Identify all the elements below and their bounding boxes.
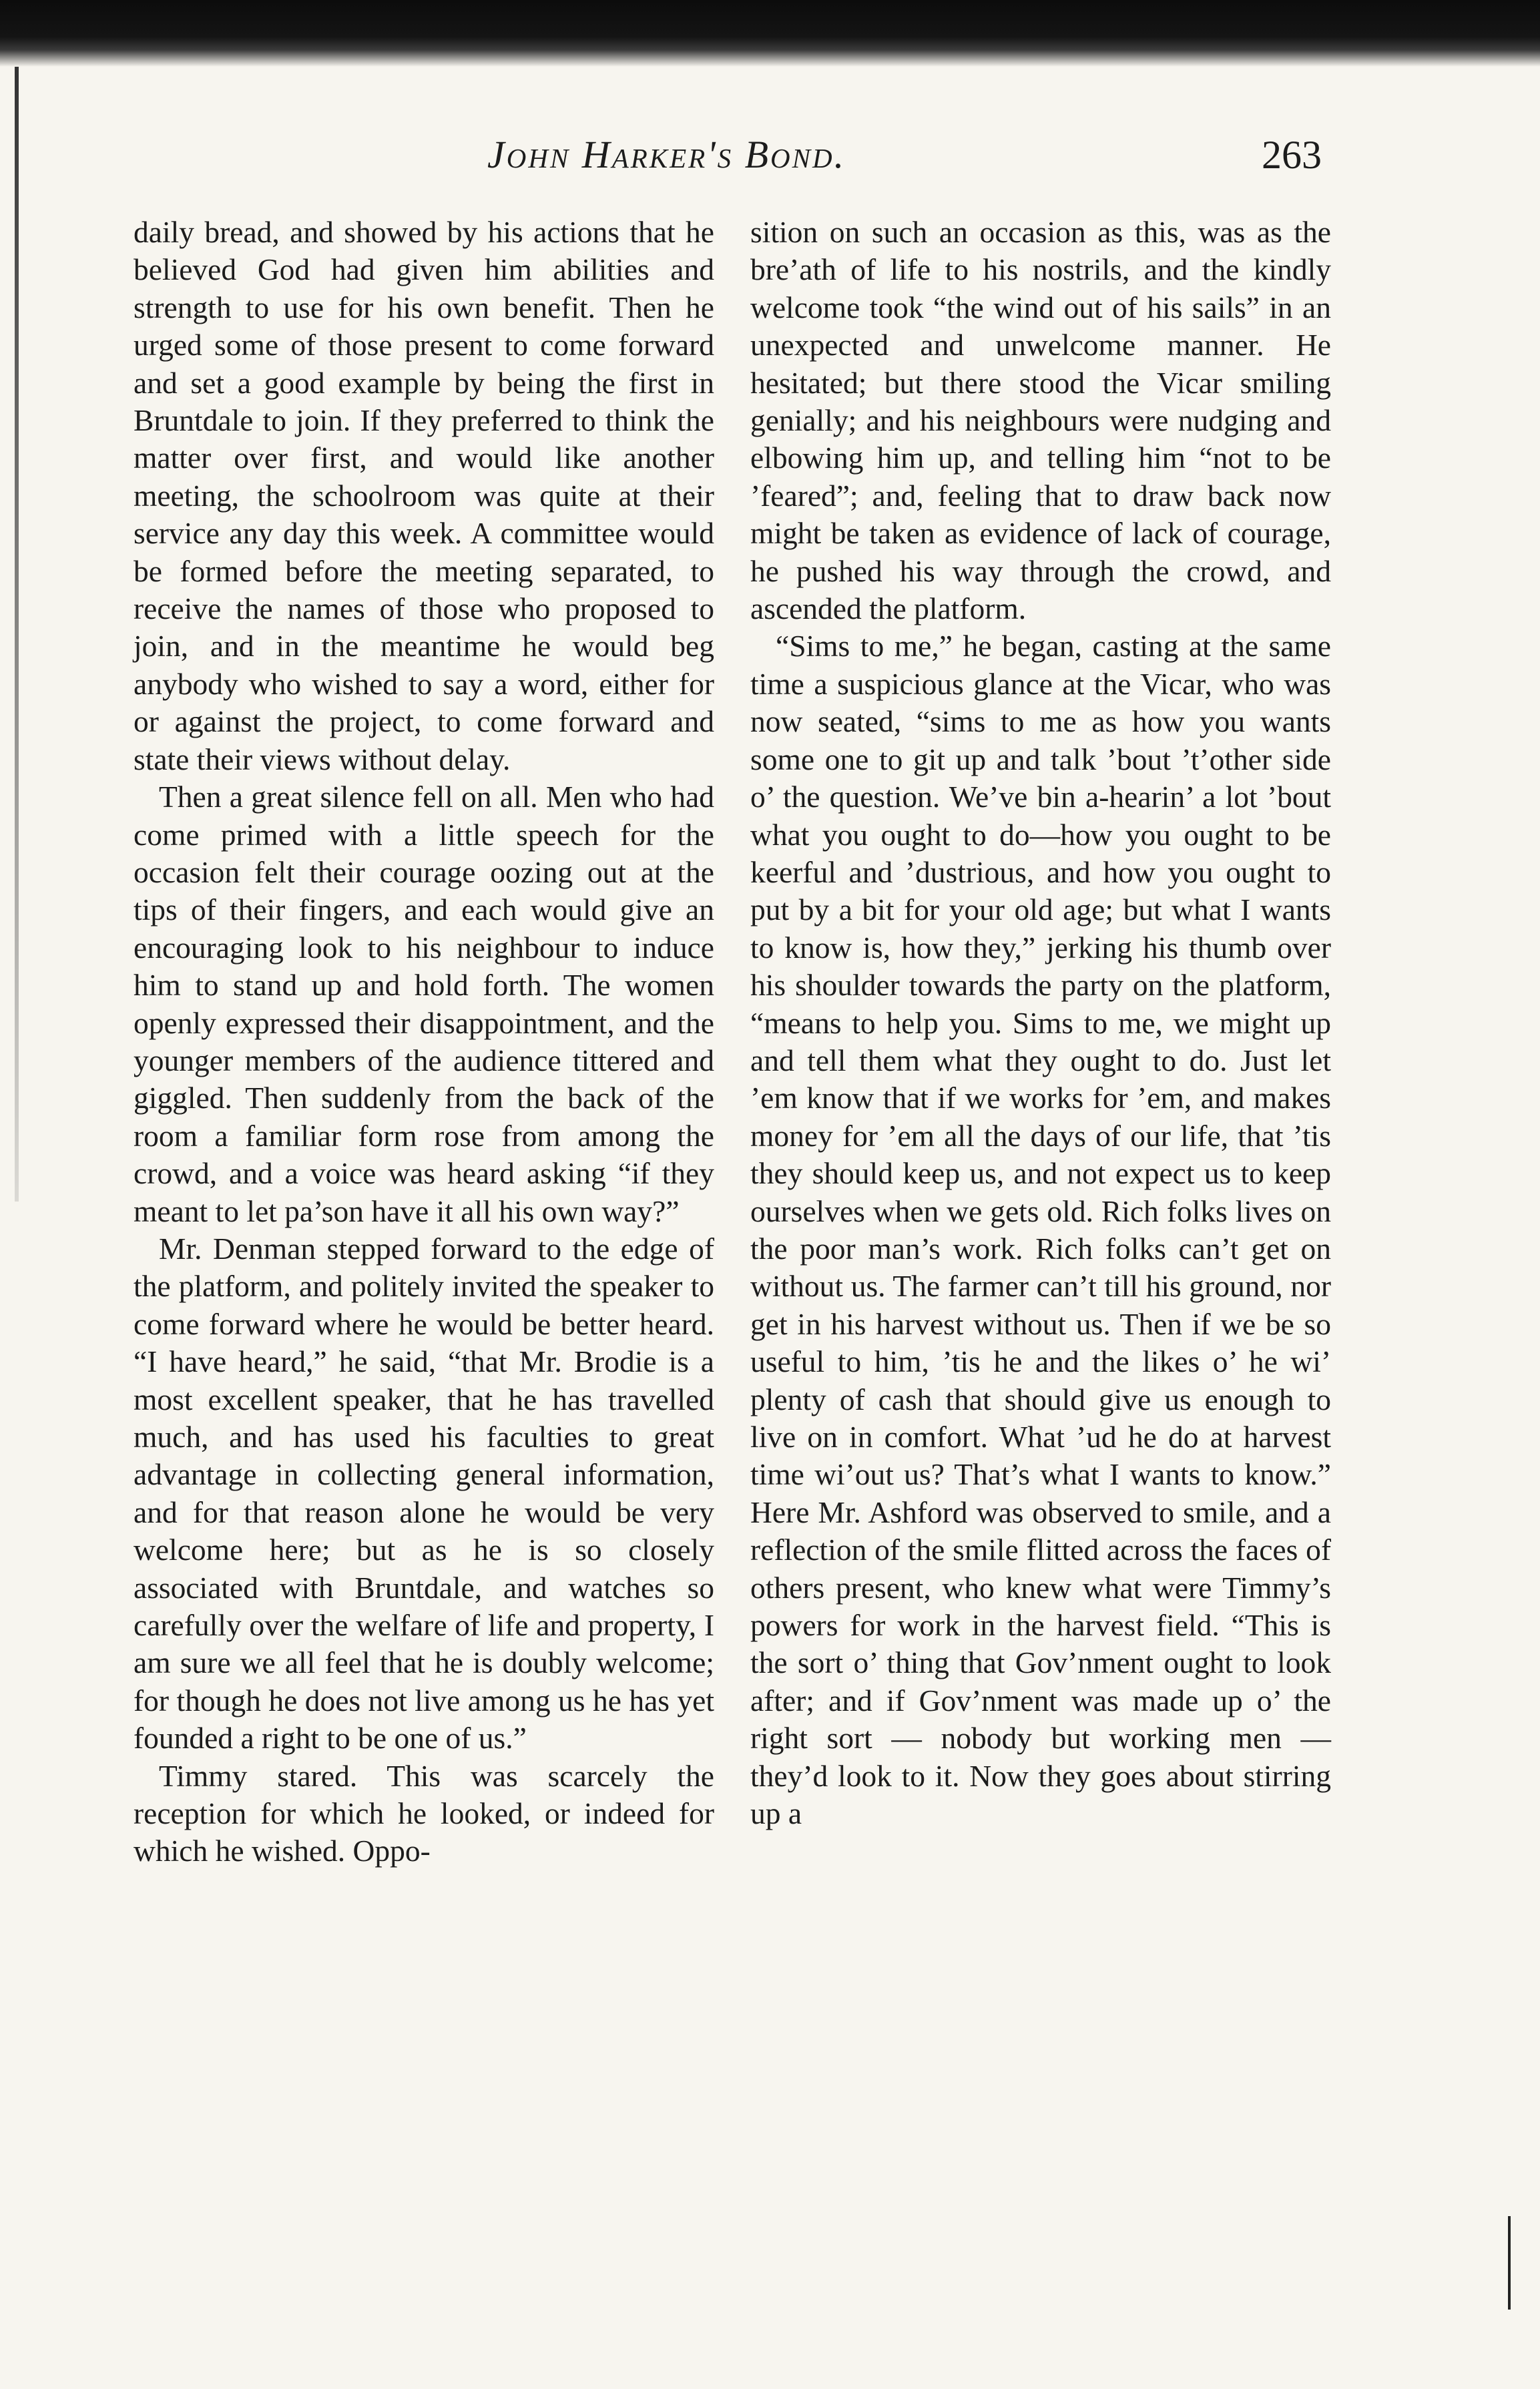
paragraph: Mr. Denman stepped forward to the edge of the platform, and politely invited the speaker to come forward where he would be better heard. “I have heard,” he said, “that Mr. Brodie is a most excellent speaker, that he has travelled much, and has used his faculties to great advantage in collecting general information, and for that reason alone he would be very welcome here; but as he is so closely associated with Bruntdale, and watches so carefully over the welfare of life and property, I am sure we all feel that he is doubly welcome; for though he does not live among us he has yet founded a right to be one of us.”: [134, 1231, 714, 1756]
paragraph: Then a great silence fell on all. Men who had come primed with a little speech for the occasion felt their courage oozing out at the tips of their fingers, and each would give an encouraging look to his neighbour to induce him to stand up and hold forth. The women openly expressed their disappointment, and the younger members of the audience tittered and giggled. Then suddenly from the back of the room a familiar form rose from among the crowd, and a voice was heard asking “if they meant to let pa’son have it all his own way?”: [134, 780, 714, 1228]
scan-top-band: [0, 0, 1540, 67]
paragraph: sition on such an occasion as this, was as the bre’ath of life to his nostrils, and the kindly welcome took “the wind out of his sails” in an unexpected and unwelcome manner. He hesitated; but there stood the Vicar smiling genially; and his neighbours were nudging and elbowing him up, and telling him “not to be ’feared”; and, feeling that to draw back now might be taken as evidence of lack of courage, he pushed his way through the crowd, and ascended the platform.: [750, 215, 1331, 626]
scan-left-edge: [15, 67, 19, 1202]
paragraph: daily bread, and showed by his actions that he believed God had given him abilities and strength to use for his own benefit. Then he urged some of those present to come forward and set a good example by being the first in Bruntdale to join. If they preferred to think the matter over first, and would like another meeting, the schoolroom was quite at their service any day this week. A committee would be formed before the meeting separated, to receive the names of those who proposed to join, and in the meantime he would beg anybody who wished to say a word, either for or against the project, to come forward and state their views without delay.: [134, 215, 714, 776]
scan-right-mark: [1508, 2216, 1511, 2310]
paragraph: Timmy stared. This was scarcely the reception for which he looked, or indeed for which he wished. Oppo-: [134, 1758, 714, 1868]
page-number: 263: [1262, 133, 1322, 177]
left-column: [134, 214, 714, 1870]
running-head: [0, 120, 1540, 200]
running-title: John Harker's Bond.: [487, 133, 846, 176]
paragraph: “Sims to me,” he began, casting at the same time a suspicious glance at the Vicar, who was now seated, “sims to me as how you wants some one to git up and talk ’bout ’t’other side o’ the question. We’ve bin a-hearin’ a lot ’bout what you ought to do—how you ought to be keerful and ’dustrious, and how you ought to put by a bit for your old age; but what I wants to know is, how they,” jerking his thumb over his shoulder towards the party on the platform, “means to help you. Sims to me, we might up and tell them what they ought to do. Just let ’em know that if we works for ’em, and makes money for ’em all the days of our life, that ’tis they should keep us, and not expect us to keep ourselves when we gets old. Rich folks lives on the poor man’s work. Rich folks can’t get on without us. The farmer can’t till his ground, nor get in his harvest without us. Then if we be so useful to him, ’tis he and the likes o’ he wi’ plenty of cash that should give us enough to live on in comfort. What ’ud he do at harvest time wi’out us? That’s what I wants to know.” Here Mr. Ashford was observed to smile, and a reflection of the smile flitted across the faces of others present, who knew what were Timmy’s powers for work in the harvest field. “This is the sort o’ thing that Gov’nment ought to look after; and if Gov’nment was made up o’ the right sort — nobody but working men — they’d look to it. Now they goes about stirring up a: [750, 629, 1331, 1831]
right-column: [750, 214, 1331, 1832]
